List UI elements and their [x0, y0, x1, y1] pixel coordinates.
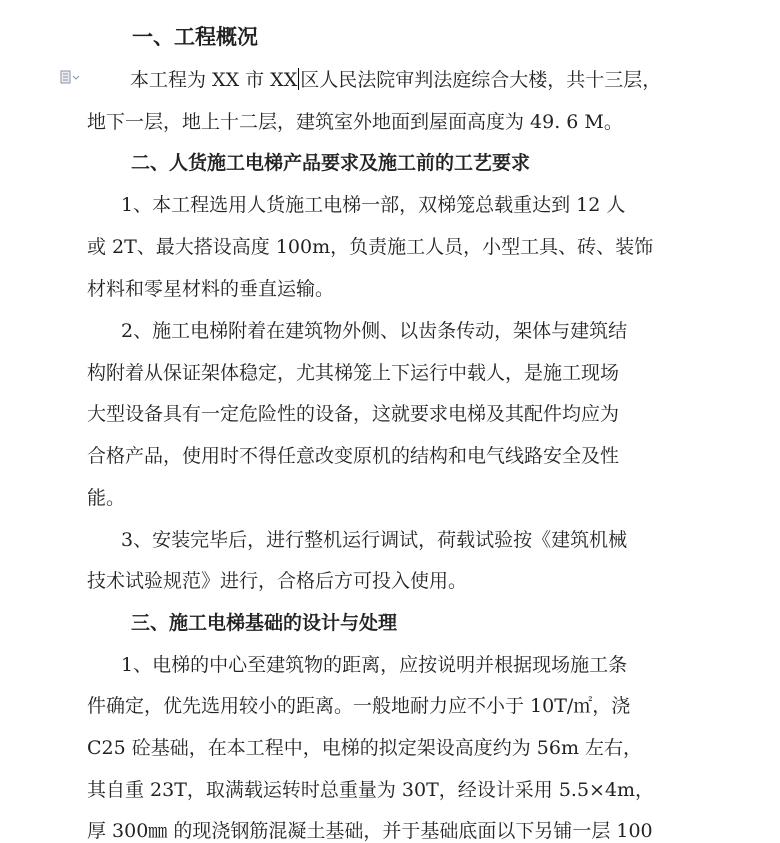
- text-run: 本工程为 XX 市 XX: [130, 69, 298, 91]
- s3-paragraph-1-line-5: 厚 300㎜ 的现浇钢筋混凝土基础，并于基础底面以下另铺一层 100: [87, 820, 653, 842]
- s2-paragraph-2-line-4: 合格产品，使用时不得任意改变原机的结构和电气线路安全及性: [87, 445, 620, 467]
- s2-paragraph-1-line-1: 1、本工程选用人货施工电梯一部，双梯笼总载重达到 12 人: [121, 194, 626, 216]
- s2-paragraph-1-line-2: 或 2T、最大搭设高度 100m，负责施工人员，小型工具、砖、装饰: [87, 236, 654, 258]
- paragraph-1-line-1: [0, 68, 780, 92]
- s2-paragraph-2-line-3: 大型设备具有一定危险性的设备，这就要求电梯及其配件均应为: [87, 403, 620, 425]
- s2-paragraph-1-line-3: 材料和零星材料的垂直运输。: [87, 278, 335, 300]
- s2-paragraph-2-line-5: 能。: [87, 487, 126, 509]
- heading-section-1: 一、工程概况: [132, 25, 258, 49]
- s3-paragraph-1-line-1: 1、电梯的中心至建筑物的距离，应按说明并根据现场施工条: [121, 654, 628, 676]
- paragraph-1-line-2: 地下一层，地上十二层，建筑室外地面到屋面高度为 49. 6 M。: [87, 111, 623, 133]
- heading-section-3: 三、施工电梯基础的设计与处理: [131, 612, 398, 634]
- s2-paragraph-3-line-1: 3、安装完毕后，进行整机运行调试，荷载试验按《建筑机械: [121, 529, 628, 551]
- s2-paragraph-2-line-2: 构附着从保证架体稳定，尤其梯笼上下运行中载人，是施工现场: [87, 362, 620, 384]
- s2-paragraph-2-line-1: 2、施工电梯附着在建筑物外侧、以齿条传动，架体与建筑结: [121, 320, 628, 342]
- heading-section-2: 二、人货施工电梯产品要求及施工前的工艺要求: [131, 152, 531, 174]
- s3-paragraph-1-line-2: 件确定，优先选用较小的距离。一般地耐力应不小于 10T/㎡，浇: [87, 695, 631, 717]
- s2-paragraph-3-line-2: 技术试验规范》进行，合格后方可投入使用。: [87, 570, 468, 592]
- s3-paragraph-1-line-4: 其自重 23T，取满载运转时总重量为 30T，经设计采用 5.5×4m，: [87, 779, 655, 801]
- s3-paragraph-1-line-3: C25 砼基础，在本工程中，电梯的拟定架设高度约为 56m 左右，: [87, 737, 643, 759]
- text-run: 区人民法院审判法庭综合大楼，共十三层，: [300, 69, 662, 91]
